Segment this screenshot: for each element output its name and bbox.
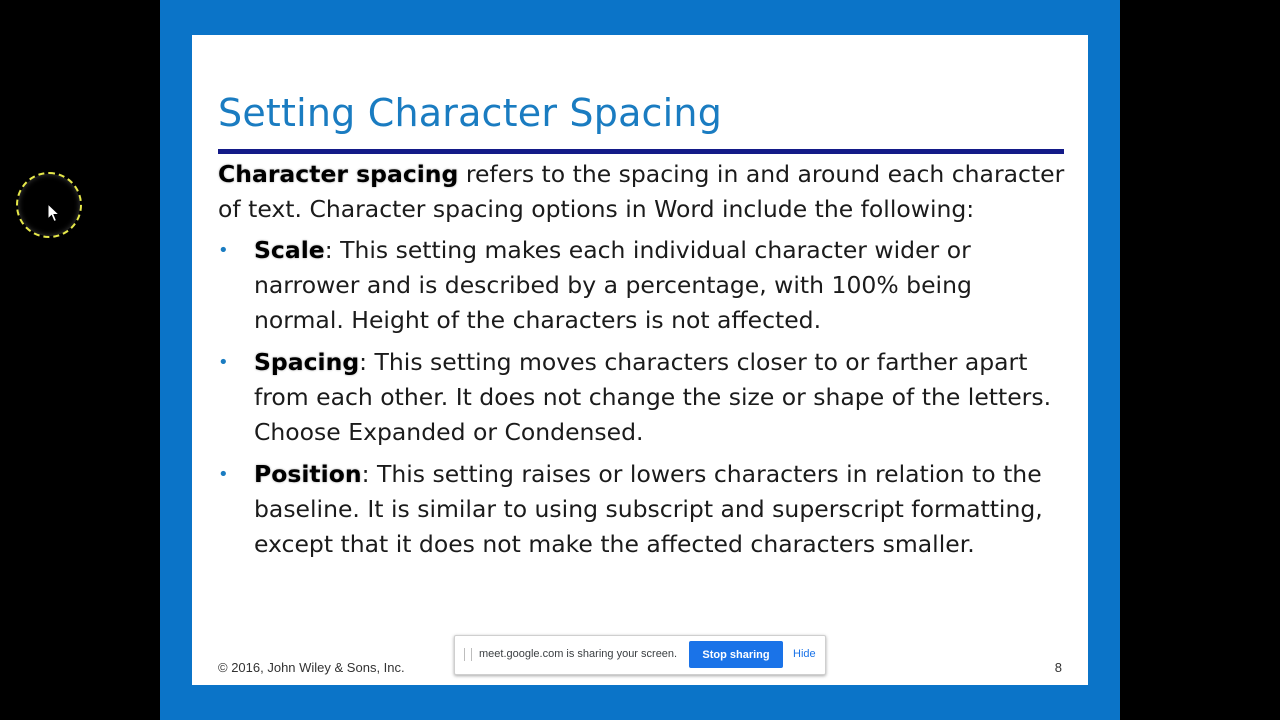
bullet-item-position — [218, 457, 1068, 562]
intro-paragraph — [218, 157, 1068, 227]
share-message: meet.google.com is sharing your screen. — [479, 648, 678, 660]
intro-text: refers to the spacing in and around each character of text. Character spacing options in Word include the following: — [218, 160, 1065, 223]
slide-title: Setting Character Spacing — [218, 91, 723, 135]
bullet-dot-icon: • — [218, 352, 229, 373]
bullet-term: Scale — [254, 236, 325, 264]
bullet-text: : This setting makes each individual character wider or narrower and is described by a percentage, with 100% being normal. Height of the characters is not affected. — [254, 236, 972, 334]
footer-copyright: © 2016, John Wiley & Sons, Inc. — [218, 660, 405, 675]
stop-sharing-button[interactable]: Stop sharing — [689, 641, 783, 668]
bullet-dot-icon: • — [218, 464, 229, 485]
bullet-text: : This setting raises or lowers characters in relation to the baseline. It is similar to using subscript and superscript formatting, except that it does not make the affected characters smaller. — [254, 460, 1043, 558]
hide-button[interactable]: Hide — [793, 648, 816, 660]
bullet-item-spacing — [218, 345, 1068, 450]
bullet-item-scale — [218, 233, 1068, 338]
screen-share-bar — [454, 635, 826, 675]
drag-handle-icon[interactable] — [464, 648, 472, 661]
presentation-frame — [160, 0, 1120, 720]
bullet-list — [218, 233, 1068, 562]
intro-term: Character spacing — [218, 160, 459, 188]
bullet-term: Position — [254, 460, 362, 488]
bullet-text: : This setting moves characters closer to or farther apart from each other. It does not change the size or shape of the letters. Choose Expanded or Condensed. — [254, 348, 1052, 446]
slide-body — [218, 157, 1068, 569]
title-underline — [218, 149, 1064, 154]
bullet-term: Spacing — [254, 348, 360, 376]
slide — [192, 35, 1088, 685]
bullet-dot-icon: • — [218, 240, 229, 261]
page-number: 8 — [1054, 660, 1062, 675]
mouse-pointer-icon — [47, 203, 61, 223]
